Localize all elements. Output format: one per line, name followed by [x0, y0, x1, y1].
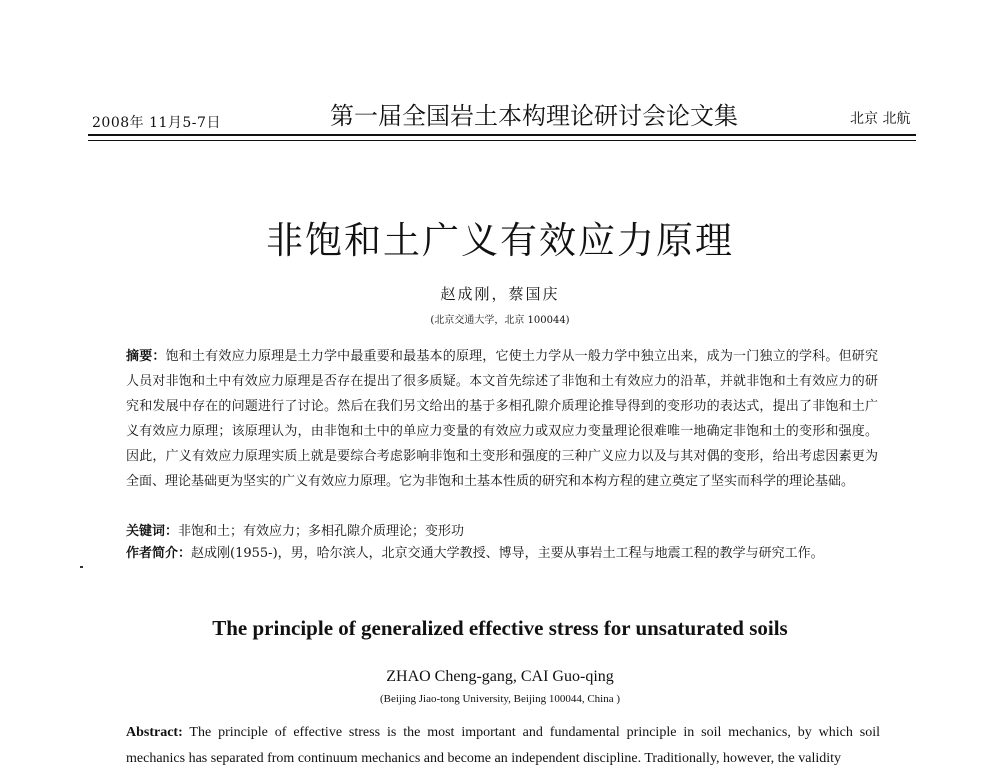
chinese-author-intro-text: 赵成刚(1955-)，男，哈尔滨人，北京交通大学教授、博导，主要从事岩土工程与地震工程的教学与研究工作。	[191, 546, 824, 561]
chinese-affiliation: (北京交通大学，北京 100044)	[430, 315, 570, 326]
chinese-author-intro	[126, 543, 878, 565]
chinese-keywords-label: 关键词：	[126, 524, 179, 539]
chinese-title: 非饱和土广义有效应力原理	[266, 219, 734, 262]
chinese-abstract	[126, 344, 878, 494]
chinese-keywords	[126, 521, 878, 543]
english-abstract	[126, 720, 880, 772]
english-abstract-label: Abstract:	[126, 725, 183, 740]
chinese-authors: 赵成刚，蔡国庆	[440, 285, 560, 303]
header-location: 北京 北航	[850, 111, 911, 127]
header-rule-thin	[88, 140, 916, 141]
scan-speck	[80, 566, 83, 568]
english-affiliation: (Beijing Jiao-tong University, Beijing 100044, China )	[379, 693, 621, 705]
proceedings-title: 第一届全国岩土本构理论研讨会论文集	[330, 102, 738, 130]
english-title: The principle of generalized effective stress for unsaturated soils	[212, 616, 788, 640]
header-rule-thick	[88, 134, 916, 136]
header-date: 2008年 11月5-7日	[92, 115, 221, 131]
chinese-keywords-text: 非饱和土；有效应力；多相孔隙介质理论；变形功	[178, 524, 465, 539]
chinese-author-intro-label: 作者简介：	[126, 546, 192, 561]
chinese-abstract-label: 摘要：	[126, 349, 166, 364]
english-authors: ZHAO Cheng-gang, CAI Guo-qing	[386, 668, 614, 685]
chinese-abstract-text: 饱和土有效应力原理是土力学中最重要和最基本的原理，它使土力学从一般力学中独立出来，成为一门独立的学科。但研究人员对非饱和土中有效应力原理是否存在提出了很多质疑。本文首先综述了非饱和土有效应力的沿革，并就非饱和土有效应力的研究和发展中存在的问题进行了讨论。然后在我们另文给出的基于多相孔隙介质理论推导得到的变形功的表达式，提出了非饱和土广义有效应力原理；该原理认为，由非饱和土中的单应力变量的有效应力或双应力变量理论很难唯一地确定非饱和土的变形和强度。因此，广义有效应力原理实质上就是要综合考虑影响非饱和土变形和强度的三种广义应力以及与其对偶的变形，给出考虑因素更为全面、理论基础更为坚实的广义有效应力原理。它为非饱和土基本性质的研究和本构方程的建立奠定了坚实而科学的理论基础。	[126, 349, 878, 489]
english-abstract-text: The principle of effective stress is the most important and fundamental principle in soil mechanics, by which soil mechanics has separated from continuum mechanics and become an independent discipline. Traditionally, however, the validity	[126, 725, 880, 766]
